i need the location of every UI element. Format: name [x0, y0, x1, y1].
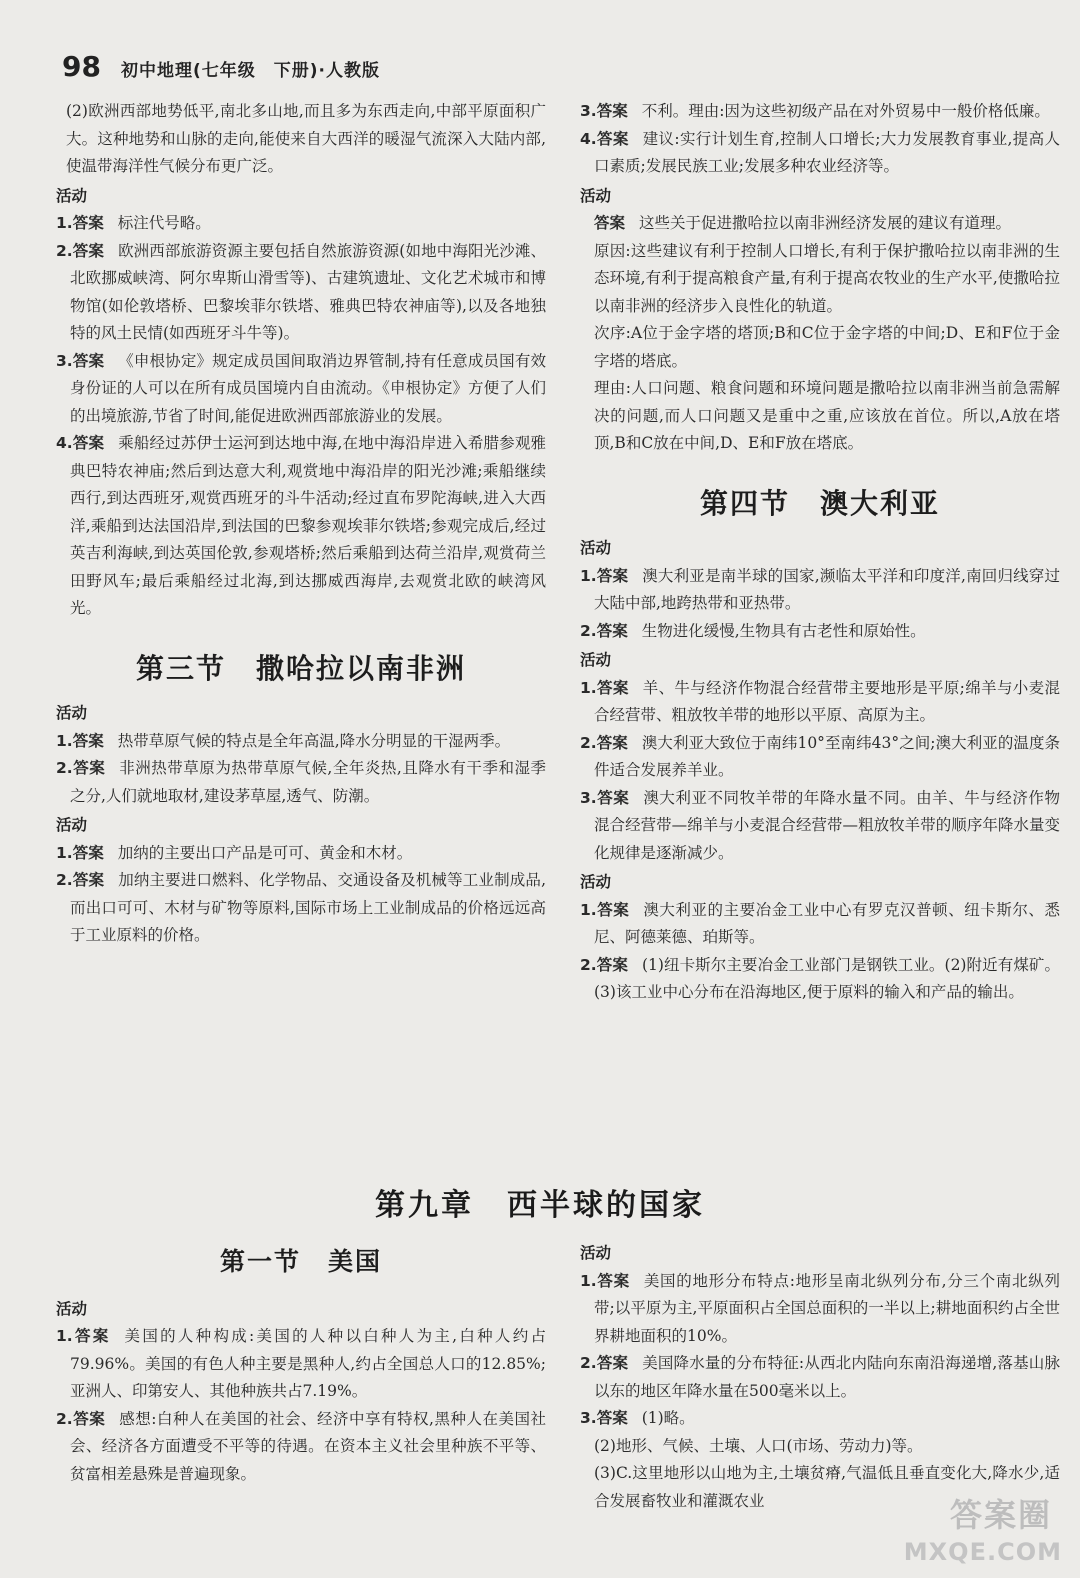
europe-intro-paragraph: (2)欧洲西部地势低平,南北多山地,而且多为东西走向,中部平原面积广大。这种地势和山脉的走向,能使来自大西洋的暖湿气流深入大陆内部,使温带海洋性气候分布更广泛。 [66, 102, 546, 175]
watermark-text: 答案圈 [949, 1496, 1052, 1534]
watermark-logo [872, 1490, 1072, 1570]
answer-item: 1.答案 美国的地形分布特点:地形呈南北纵列分布,分三个南北纵列带;以平原为主,平原面积占全国总面积的一半以上;耕地面积约占全世界耕地面积的10%。 [580, 1271, 1060, 1345]
bottom-right-column [580, 1238, 1060, 1515]
answer-item: 2.答案 欧洲西部旅游资源主要包括自然旅游资源(如地中海阳光沙滩、北欧挪威峡湾、阿尔卑斯山滑雪等)、古建筑遗址、文化艺术城市和博物馆(如伦敦塔桥、巴黎埃菲尔铁塔、雅典巴特农神庙等),以及各地独特的风土民情(如西班牙斗牛等)。 [56, 241, 546, 342]
answer-item: 4.答案 建议:实行计划生育,控制人口增长;大力发展教育事业,提高人口素质;发展民族工业;发展多种农业经济等。 [580, 129, 1060, 175]
answer-item: 1.答案 羊、牛与经济作物混合经营带主要地形是平原;绵羊与小麦混合经营带、粗放牧羊带的地形以平原、高原为主。 [580, 678, 1060, 724]
answer-item: 3.答案 不利。理由:因为这些初级产品在对外贸易中一般价格低廉。 [580, 102, 1050, 120]
reason-paragraph: 原因:这些建议有利于控制人口增长,有利于保护撒哈拉以南非洲的生态环境,有利于提高粮食产量,有利于提高农牧业的生产水平,使撒哈拉以南非洲的经济步入良性化的轨道。 [594, 241, 1060, 315]
activity-label: 活动 [56, 816, 88, 834]
sub-answer: (3)C.这里地形以山地为主,土壤贫瘠,气温低且垂直变化大,降水少,适合发展畜牧业和灌溉农业 [594, 1464, 1060, 1510]
answer-item: 2.答案 非洲热带草原为热带草原气候,全年炎热,且降水有干季和湿季之分,人们就地取材,建设茅草屋,透气、防潮。 [56, 759, 546, 805]
page-number: 98 [62, 50, 101, 83]
answer-item: 2.答案 生物进化缓慢,生物具有古老性和原始性。 [580, 621, 926, 640]
right-column [580, 98, 1060, 1007]
answer-item: 1.答案 澳大利亚是南半球的国家,濒临太平洋和印度洋,南回归线穿过大陆中部,地跨热带和亚热带。 [580, 566, 1060, 612]
activity-label: 活动 [580, 186, 612, 205]
answer-item: 1.答案 标注代号略。 [56, 214, 211, 232]
rationale-paragraph: 理由:人口问题、粮食问题和环境问题是撒哈拉以南非洲当前急需解决的问题,而人口问题又是重中之重,应该放在首位。所以,A放在塔顶,B和C放在中间,D、E和F放在塔底。 [594, 379, 1060, 452]
answer-item: 2.答案 美国降水量的分布特征:从西北内陆向东南沿海递增,落基山脉以东的地区年降水量在500毫米以上。 [580, 1354, 1060, 1400]
answer-item: 3.答案 澳大利亚不同牧羊带的年降水量不同。由羊、牛与经济作物混合经营带—绵羊与小麦混合经营带—粗放牧羊带的顺序年降水量变化规律是逐渐减少。 [580, 788, 1060, 862]
answer-item: 1.答案 加纳的主要出口产品是可可、黄金和木材。 [56, 843, 413, 862]
section-title-australia: 第四节 澳大利亚 [699, 486, 940, 520]
answer-item: 3.答案 《申根协定》规定成员国间取消边界管制,持有任意成员国有效身份证的人可以在所有成员国境内自由流动。《申根协定》方便了人们的出境旅游,节省了时间,能促进欧洲西部旅游业的发展。 [56, 351, 546, 425]
answer-paragraph: 答案 这些关于促进撒哈拉以南非洲经济发展的建议有道理。 [594, 214, 1012, 232]
order-paragraph: 次序:A位于金字塔的塔顶;B和C位于金字塔的中间;D、E和F位于金字塔的塔底。 [594, 324, 1060, 370]
answer-item: 1.答案 澳大利亚的主要冶金工业中心有罗克汉普顿、纽卡斯尔、悉尼、阿德莱德、珀斯等。 [580, 900, 1060, 946]
sub-answer: (2)地形、气候、土壤、人口(市场、劳动力)等。 [594, 1436, 923, 1455]
activity-label: 活动 [580, 651, 612, 669]
page-header [62, 50, 380, 84]
bottom-left-column [56, 1248, 546, 1488]
answer-item: 2.答案 澳大利亚大致位于南纬10°至南纬43°之间;澳大利亚的温度条件适合发展养羊业。 [580, 733, 1060, 779]
answer-item: 3.答案 (1)略。 [580, 1409, 695, 1427]
section-title-sub-saharan-africa: 第三节 撒哈拉以南非洲 [135, 651, 466, 685]
answer-item: 2.答案 (1)纽卡斯尔主要冶金工业部门是钢铁工业。(2)附近有煤矿。(3)该工业中心分布在沿海地区,便于原料的输入和产品的输出。 [580, 955, 1060, 1001]
answer-item: 1.答案 美国的人种构成:美国的人种以白种人为主,白种人约占79.96%。美国的有色人种主要是黑种人,约占全国总人口的12.85%;亚洲人、印第安人、其他种族共占7.19%。 [56, 1327, 546, 1400]
activity-label: 活动 [580, 539, 612, 557]
activity-label: 活动 [56, 186, 88, 205]
activity-label: 活动 [56, 704, 88, 722]
answer-item: 1.答案 热带草原气候的特点是全年高温,降水分明显的干湿两季。 [56, 731, 511, 750]
activity-label: 活动 [56, 1299, 88, 1318]
section-title-usa: 第一节 美国 [219, 1247, 382, 1276]
activity-label: 活动 [580, 1244, 612, 1262]
answer-item: 2.答案 感想:白种人在美国的社会、经济中享有特权,黑种人在美国社会、经济各方面遭受不平等的待遇。在资本主义社会里种族不平等、贫富相差悬殊是普遍现象。 [56, 1409, 546, 1483]
activity-label: 活动 [580, 873, 612, 891]
answer-item: 4.答案 乘船经过苏伊士运河到达地中海,在地中海沿岸进入希腊参观雅典巴特农神庙;然后到达意大利,观赏地中海沿岸的阳光沙滩;乘船继续西行,到达西班牙,观赏西班牙的斗牛活动;经过直布罗陀海峡,进入大西洋,乘船到达法国沿岸,到法国的巴黎参观埃菲尔铁塔;参观完成后,经过英吉利海峡,到达英国伦敦,参观塔桥;然后乘船到达荷兰沿岸,观赏荷兰田野风车;最后乘船经过北海,到达挪威西海岸,去观赏北欧的峡湾风光。 [56, 434, 546, 617]
left-column [56, 98, 546, 950]
watermark-url: MXQE.COM [903, 1538, 1062, 1566]
book-title: 初中地理(七年级 下册)·人教版 [120, 61, 380, 81]
answer-item: 2.答案 加纳主要进口燃料、化学物品、交通设备及机械等工业制成品,而出口可可、木材与矿物等原料,国际市场上工业制成品的价格远远高于工业原料的价格。 [56, 871, 546, 944]
chapter-title: 第九章 西半球的国家 [375, 1188, 705, 1223]
